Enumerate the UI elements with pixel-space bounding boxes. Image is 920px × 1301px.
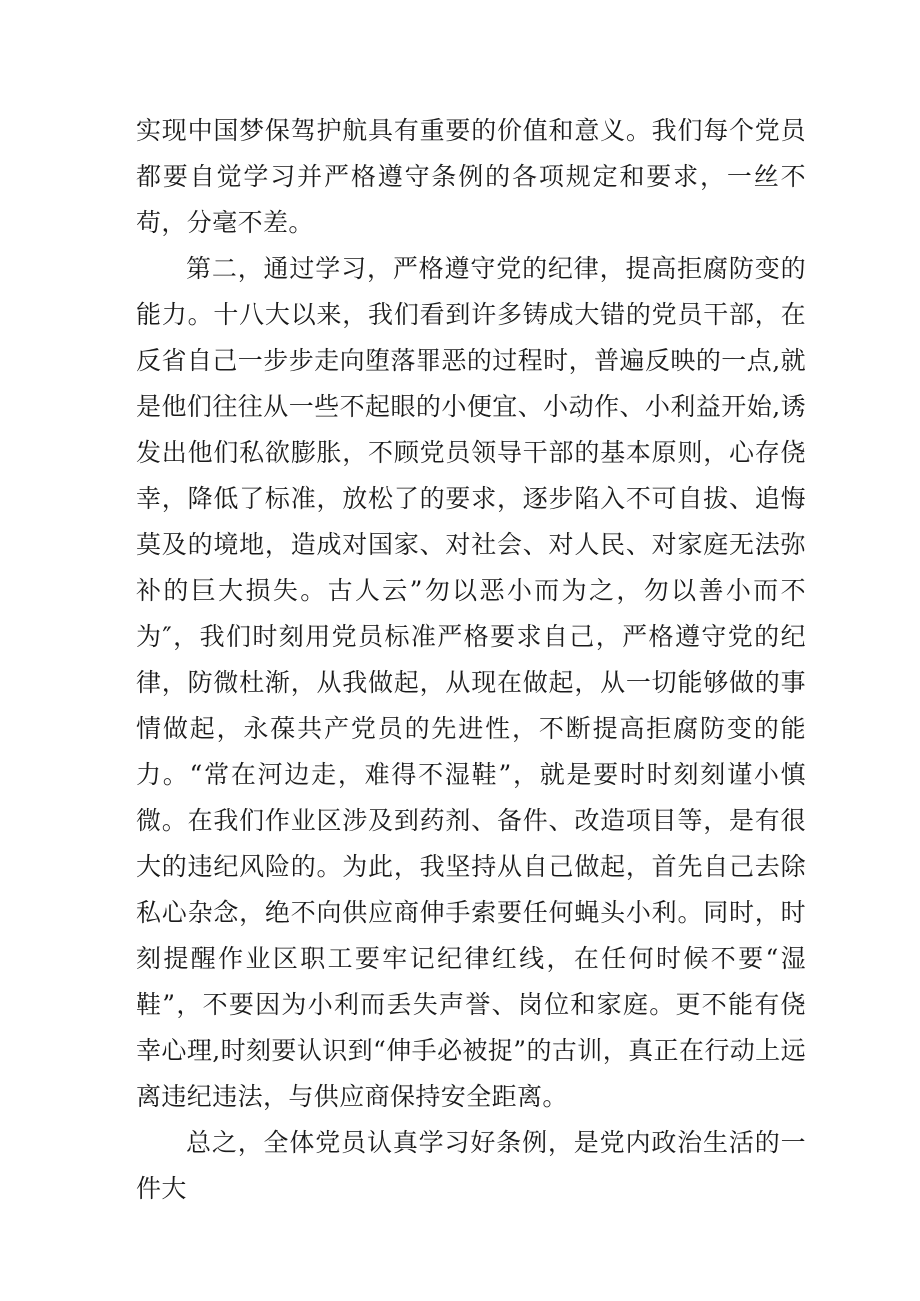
- paragraph-continuation: 实现中国梦保驾护航具有重要的价值和意义。我们每个党员都要自觉学习并严格遵守条例的各项规定和要求，一丝不苟，分毫不差。: [136, 116, 806, 237]
- document-body: [136, 108, 806, 1212]
- paragraph-point-two: 第二，通过学习，严格遵守党的纪律，提高拒腐防变的能力。十八大以来，我们看到许多铸成大错的党员干部，在反省自己一步步走向堕落罪恶的过程时，普遍反映的一点,就是他们往往从一些不起眼的小便宜、小动作、小利益开始,诱发出他们私欲膨胀，不顾党员领导干部的基本原则，心存侥幸，降低了标准，放松了的要求，逐步陷入不可自拔、追悔莫及的境地，造成对国家、对社会、对人民、对家庭无法弥补的巨大损失。古人云”勿以恶小而为之，勿以善小而不为″，我们时刻用党员标准严格要求自己，严格遵守党的纪律，防微杜渐，从我做起，从现在做起，从一切能够做的事情做起，永葆共产党员的先进性，不断提高拒腐防变的能力。“常在河边走，难得不湿鞋”，就是要时时刻刻谨小慎微。在我们作业区涉及到药剂、备件、改造项目等，是有很大的违纪风险的。为此，我坚持从自己做起，首先自己去除私心杂念，绝不向供应商伸手索要任何蝇头小利。同时，时刻提醒作业区职工要牢记纪律红线，在任何时候不要“湿鞋”，不要因为小利而丢失声誉、岗位和家庭。更不能有侥幸心理,时刻要认识到“伸手必被捉”的古训，真正在行动上远离违纪违法，与供应商保持安全距离。: [136, 254, 806, 1111]
- paragraph-conclusion: 总之，全体党员认真学习好条例，是党内政治生活的一件大: [136, 1128, 806, 1203]
